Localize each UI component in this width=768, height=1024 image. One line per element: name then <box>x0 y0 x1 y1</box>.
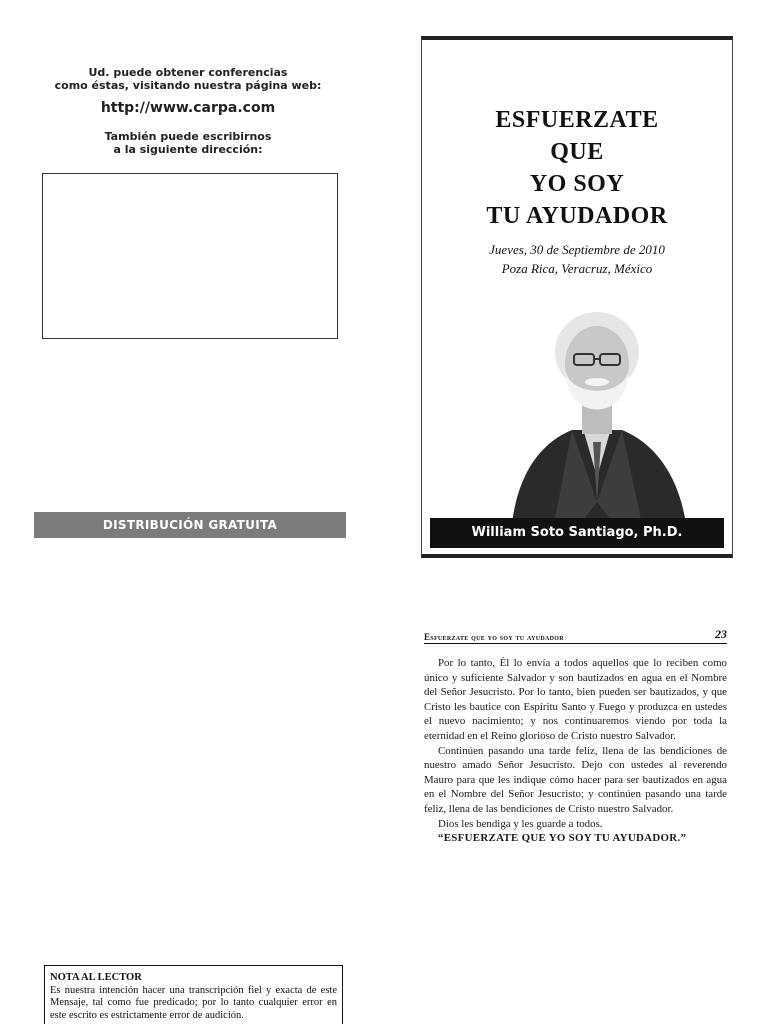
cover-title-line: TU AYUDADOR <box>486 203 668 229</box>
address-box <box>42 173 338 339</box>
author-name: William Soto Santiago, Ph.D. <box>430 518 724 548</box>
cover-subtitle <box>430 240 724 278</box>
cover-place: Poza Rica, Veracruz, México <box>501 261 653 276</box>
website-intro-text <box>30 66 346 92</box>
cover-title-line: QUE <box>550 139 604 165</box>
paragraph: Dios les bendiga y les guarde a todos. <box>438 817 603 830</box>
cover-title-line: YO SOY <box>529 171 625 197</box>
page-number: 23 <box>715 627 727 641</box>
reader-note-heading: NOTA AL LECTOR <box>50 972 142 983</box>
paragraph: Continúen pasando una tarde feliz, llena de las bendiciones de nuestro amado Señor Jesucristo. Dejo con ustedes al reverendo Mauro para que les indique cómo hacer para ser bautizados en agua en el Nombre del Señor Jesucristo; y continúen pasando una tarde feliz, llena de las bendiciones de Cristo nuestro Salvador. <box>424 744 727 815</box>
page-body <box>424 656 727 846</box>
cover-title-line: ESFUERZATE <box>495 107 659 133</box>
distribution-banner: DISTRIBUCIÓN GRATUITA <box>34 512 346 538</box>
write-us-text: También puede escribirnos a la siguiente dirección: <box>104 130 272 156</box>
front-cover <box>421 36 733 558</box>
cover-date: Jueves, 30 de Septiembre de 2010 <box>489 242 665 257</box>
website-intro-line: Ud. puede obtener conferencias como éstas, visitando nuestra página web: <box>54 66 322 92</box>
cover-inner <box>430 46 724 548</box>
author-portrait <box>502 302 692 524</box>
running-title: Esfuerzate que yo soy tu ayudador <box>424 632 564 642</box>
reader-note-text: Es nuestra intención hacer una transcripción fiel y exacta de este Mensaje, tal como fue predicado; por lo tanto cualquier error en este escrito es estrictamente error de audición. <box>50 984 337 1021</box>
page-header <box>424 628 727 644</box>
closing-line: “ESFUERZATE QUE YO SOY TU AYUDADOR.” <box>438 832 687 845</box>
cover-title <box>430 104 724 232</box>
paragraph: Por lo tanto, Él lo envía a todos aquellos que lo reciben como único y suficiente Salvador y son bautizados en agua en el Nombre del Señor Jesucristo. Por lo tanto, bien pueden ser bautizados, y que Cristo les bautice con Espíritu Santo y Fuego y produzca en ustedes el nuevo nacimiento; y nos continuaremos viendo por toda la eternidad en el Reino glorioso de Cristo nuestro Salvador. <box>424 657 727 742</box>
reader-note-box <box>44 965 343 1024</box>
website-url: http://www.carpa.com <box>100 100 276 116</box>
